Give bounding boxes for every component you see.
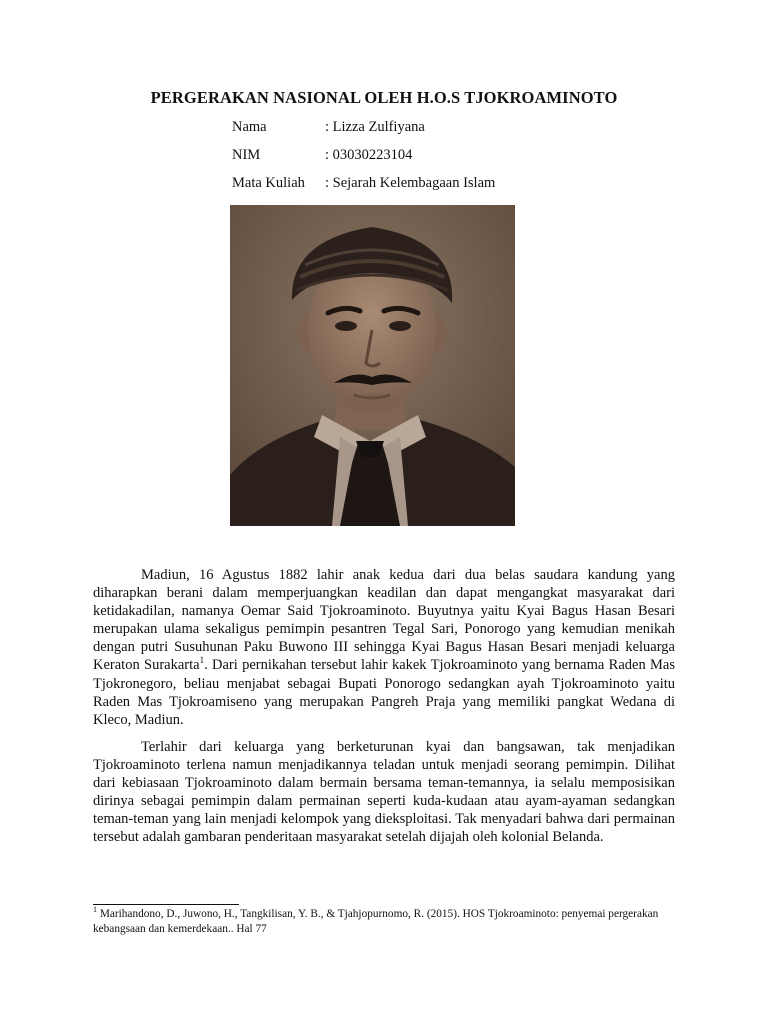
- page-title: PERGERAKAN NASIONAL OLEH H.O.S TJOKROAMINOTO: [150, 88, 618, 107]
- portrait-photo: [230, 205, 515, 526]
- body-text: [93, 566, 675, 855]
- student-info: [232, 118, 692, 202]
- meta-row-name: [232, 118, 692, 146]
- meta-row-course: [232, 174, 692, 202]
- meta-value: : Lizza Zulfiyana: [325, 119, 425, 135]
- paragraph-2: Terlahir dari keluarga yang berketurunan kyai dan bangsawan, tak menjadikan Tjokroaminoto terlena namun menjadikannya teladan untuk menjadi seorang pemimpin. Dilihat dari kebiasaan Tjokroaminoto dalam bermain bersama teman-temannya, ia selalu memposisikan dirinya sebagai pemimpin dalam permainan seperti kuda-kudaan atau ayam-ayaman sedangkan teman-teman yang lain menjadi kelompok yang dieksploitasi. Tak menyadari bahwa dari permainan tersebut adalah gambaran penderitaan masyarakat setelah dijajah oleh kolonial Belanda.: [93, 738, 675, 846]
- meta-row-nim: [232, 146, 692, 174]
- meta-value: : 03030223104: [325, 147, 413, 163]
- footnote: [93, 907, 683, 936]
- footnote-separator: [93, 904, 239, 905]
- paragraph-1: [93, 566, 675, 729]
- meta-value: : Sejarah Kelembagaan Islam: [325, 175, 496, 191]
- meta-label: Mata Kuliah: [232, 175, 305, 191]
- meta-label: Nama: [232, 119, 267, 135]
- meta-label: NIM: [232, 147, 261, 163]
- footnote-text: Marihandono, D., Juwono, H., Tangkilisan, Y. B., & Tjahjopurnomo, R. (2015). HOS Tjokroaminoto: penyemai pergerakan kebangsaan dan kemerdekaan.. Hal 77: [93, 908, 659, 935]
- footnote-marker: 1: [93, 905, 97, 915]
- paragraph-1-text: Madiun, 16 Agustus 1882 lahir anak kedua dari dua belas saudara kandung yang diharapkan berani dalam memperjuangkan keadilan dan dapat mengangkat masyarakat dari ketidakadilan, namanya Oemar Said Tjokroaminoto. Buyutnya yaitu Kyai Bagus Hasan Besari merupakan ulama sekaligus pemimpin pesantren Tegal Sari, Ponorogo yang kemudian menikah dengan putri Susuhunan Paku Buwono III sehingga Kyai Bagus Hasan Besari menjadi keluarga Keraton Surakarta: [93, 567, 675, 674]
- footnote-reference[interactable]: 1: [199, 655, 205, 666]
- paragraph-1-continuation: . Dari pernikahan tersebut lahir kakek Tjokroaminoto yang bernama Raden Mas Tjokronegoro, beliau menjabat sebagai Bupati Ponorogo sedangkan ayah Tjokroaminoto yaitu Raden Mas Tjokroamiseno yang merupakan Pangreh Praja yang memiliki pangkat Wedana di Kleco, Madiun.: [93, 657, 675, 728]
